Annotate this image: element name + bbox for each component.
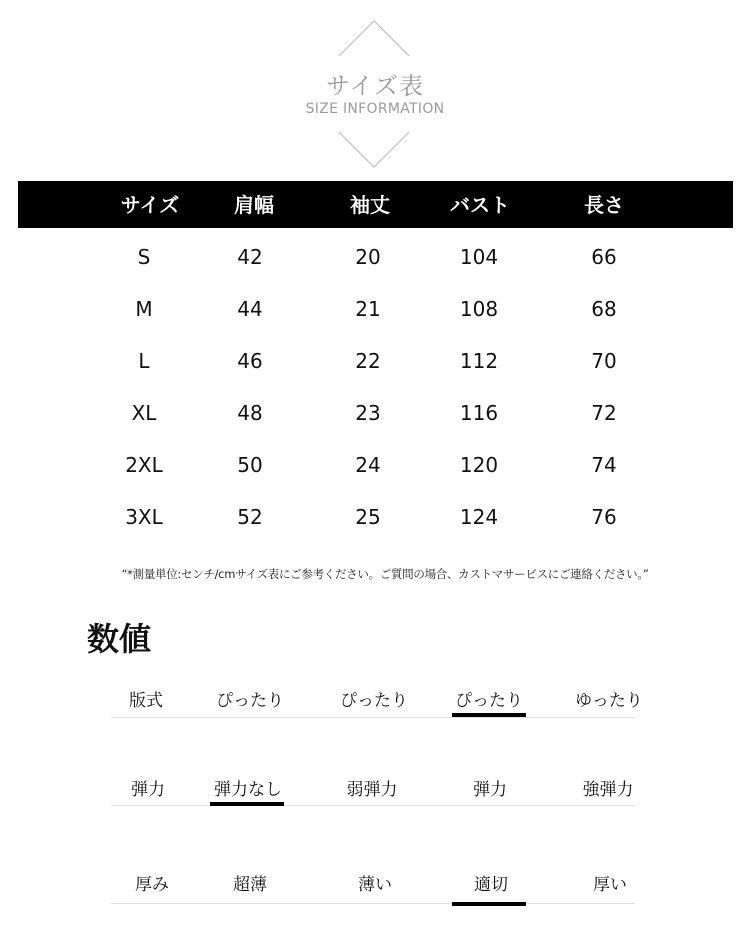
attribute-option: 弱弾力 bbox=[346, 780, 398, 800]
table-cell: 72 bbox=[591, 401, 617, 425]
attribute-option: 強弾力 bbox=[582, 780, 634, 800]
attribute-option: ゆったり bbox=[575, 691, 643, 711]
table-cell: 20 bbox=[355, 245, 381, 269]
table-cell: L bbox=[138, 349, 150, 373]
selected-indicator bbox=[210, 802, 284, 806]
table-cell: 50 bbox=[237, 453, 263, 477]
attribute-option: ぴったり bbox=[340, 691, 408, 711]
table-cell: 112 bbox=[459, 349, 499, 373]
table-cell: 66 bbox=[591, 245, 617, 269]
table-cell: 108 bbox=[459, 297, 499, 321]
table-cell: 42 bbox=[237, 245, 263, 269]
attribute-label: 版式 bbox=[129, 691, 163, 711]
attribute-option: ぴったり bbox=[216, 691, 284, 711]
table-cell: S bbox=[137, 245, 151, 269]
column-header-bust: バスト bbox=[450, 193, 510, 217]
page-title: サイズ表 bbox=[325, 72, 425, 100]
measurement-note: “*測量単位:センチ/cmサイズ表にご参考ください。ご質問の場合、カストマサービスにご連絡ください。” bbox=[121, 567, 649, 581]
table-cell: 124 bbox=[459, 505, 499, 529]
attribute-option: 薄い bbox=[358, 875, 392, 895]
table-cell: 116 bbox=[459, 401, 499, 425]
table-cell: 120 bbox=[459, 453, 499, 477]
attribute-option-selected: 弾力なし bbox=[214, 780, 282, 800]
table-cell: 25 bbox=[355, 505, 381, 529]
table-cell: 70 bbox=[591, 349, 617, 373]
attribute-divider bbox=[111, 903, 635, 904]
table-cell: 76 bbox=[591, 505, 617, 529]
attribute-divider bbox=[111, 717, 635, 718]
attribute-option: 弾力 bbox=[473, 780, 507, 800]
size-table-header bbox=[18, 181, 733, 228]
table-cell: 46 bbox=[237, 349, 263, 373]
table-cell: 104 bbox=[459, 245, 499, 269]
attribute-option: 厚い bbox=[593, 875, 627, 895]
column-header-length: 長さ bbox=[584, 193, 624, 217]
attribute-option: 超薄 bbox=[233, 875, 267, 895]
table-cell: 22 bbox=[355, 349, 381, 373]
column-header-size: サイズ bbox=[120, 193, 180, 217]
table-cell: XL bbox=[131, 401, 157, 425]
table-cell: M bbox=[135, 297, 153, 321]
table-cell: 52 bbox=[237, 505, 263, 529]
table-cell: 48 bbox=[237, 401, 263, 425]
table-cell: 2XL bbox=[125, 453, 163, 477]
table-cell: 74 bbox=[591, 453, 617, 477]
attribute-label: 厚み bbox=[135, 875, 169, 895]
attribute-label: 弾力 bbox=[131, 780, 165, 800]
table-cell: 24 bbox=[355, 453, 381, 477]
attribute-divider bbox=[111, 805, 635, 806]
column-header-shoulder: 肩幅 bbox=[234, 193, 274, 217]
attribute-option-selected: ぴったり bbox=[455, 691, 523, 711]
table-cell: 23 bbox=[355, 401, 381, 425]
attributes-title: 数値 bbox=[87, 620, 152, 658]
attribute-option-selected: 適切 bbox=[474, 875, 508, 895]
page-subtitle: SIZE INFORMATION bbox=[305, 101, 445, 117]
selected-indicator bbox=[452, 902, 526, 906]
column-header-sleeve: 袖丈 bbox=[350, 193, 390, 217]
table-cell: 68 bbox=[591, 297, 617, 321]
table-cell: 44 bbox=[237, 297, 263, 321]
selected-indicator bbox=[452, 713, 526, 717]
table-cell: 21 bbox=[355, 297, 381, 321]
table-cell: 3XL bbox=[125, 505, 163, 529]
